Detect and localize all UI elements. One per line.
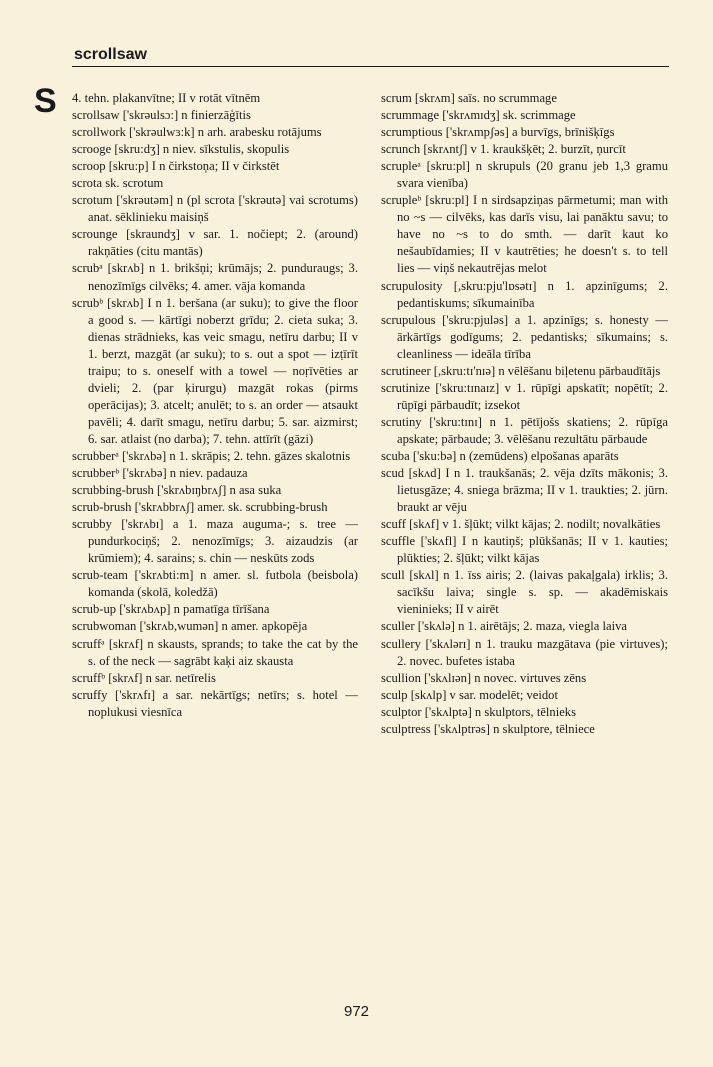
dictionary-entry: scullery ['skʌlərɪ] n 1. trauku mazgātava (pie virtuves); 2. novec. bufetes istaba (381, 636, 668, 668)
dictionary-entry: scrutineer [,skru:tɪ'nɪə] n vēlēšanu biļetenu pārbaudītājs (381, 363, 661, 378)
dictionary-entry: scrummage ['skrʌmɪdʒ] sk. scrimmage (381, 108, 576, 123)
dictionary-entry: scuffle ['skʌfl] I n kautiņš; plūkšanās; II v 1. kauties; plūkties; 2. šļūkt; vilkt kājas (381, 534, 668, 566)
dictionary-entry: scrutiny ['skru:tɪnɪ] n 1. pētījošs skatiens; 2. rūpīga apskate; pārbaude; 3. vēlēšanu rezultātu pārbaude (381, 414, 668, 446)
dictionary-entry: scrubby ['skrʌbɪ] a 1. maza auguma-; s. tree — pundurkociņš; 2. nenozīmīgs; 3. aizaudzis (ar krūmiem); 4. sarains; s. chin — neskūts zods (72, 517, 358, 566)
dictionary-entry: scull [skʌl] n 1. īss airis; 2. (laivas pakaļgala) irklis; 3. sacīkšu laiva; single s. sp. — akadēmiskais vieninieks; II v airēt (381, 568, 668, 617)
dictionary-entry: scrubberᵇ ['skrʌbə] n niev. padauza (72, 466, 248, 481)
dictionary-entry: scrum [skrʌm] saīs. no scrummage (381, 91, 557, 105)
header-rule (72, 66, 669, 67)
page-number: 972 (343, 1003, 370, 1020)
dictionary-entry: scrunch [skrʌntʃ] v 1. kraukšķēt; 2. burzīt, ņurcīt (381, 142, 626, 157)
dictionary-entry: sculler ['skʌlə] n 1. airētājs; 2. maza, viegla laiva (381, 619, 628, 634)
dictionary-entry: scrupleᵃ [skru:pl] n skrupuls (20 granu jeb 1,3 gramu svara vienība) (381, 159, 668, 191)
dictionary-entry: scrota sk. scrotum (72, 176, 164, 191)
dictionary-entry: sculptress ['skʌlptrəs] n skulptore, tēlniece (381, 721, 595, 736)
dictionary-entry: scrubberᵃ ['skrʌbə] n 1. skrāpis; 2. tehn. gāzes skalotnis (72, 448, 351, 463)
dictionary-entry: scrupleᵇ [skru:pl] I n sirdsapziņas pārmetumi; man with no ~s — cilvēks, kas darīs visu, lai panāktu savu; to have no ~s to do smth. — darīt kaut ko nešaubīdamies; II v kautrēties; he doesn't s. to tell lies — viņš nekautrējas melot (381, 193, 668, 276)
dictionary-entry: scrollsaw ['skrəulsɔ:] n finierzāģītis (72, 108, 251, 123)
dictionary-entry: scrupulous ['skru:pjuləs] a 1. apzinīgs; s. honesty — ārkārtīgs godīgums; 2. pedantisks; sīkumains; s. cleanliness — ideāla tīrība (381, 312, 668, 361)
dictionary-entry: scrubbing-brush ['skrʌbɪŋbrʌʃ] n asa suka (72, 483, 282, 498)
dictionary-entry: scrupulosity [,skru:pju'lɒsətɪ] n 1. apzinīgums; 2. pedantiskums; sīkumainība (381, 278, 668, 310)
running-head: scrollsaw (74, 46, 147, 63)
dictionary-entry: scuba ['sku:bə] n (zemūdens) elpošanas aparāts (381, 448, 619, 463)
dictionary-entry: scud [skʌd] I n 1. traukšanās; 2. vēja dzīts mākonis; 3. lietusgāze; 4. sniega brāzma; II v 1. traukties; 2. jūrn. braukt ar vēju (381, 466, 668, 515)
dictionary-entry: scrubᵃ [skrʌb] n 1. brikšņi; krūmājs; 2. punduraugs; 3. nenozīmīgs cilvēks; 4. amer. vāja komanda (72, 261, 358, 293)
dictionary-entry: sculptor ['skʌlptə] n skulptors, tēlnieks (381, 704, 577, 719)
dictionary-entry: scrumptious ['skrʌmpʃəs] a burvīgs, brīnišķīgs (381, 125, 615, 140)
section-letter: S (34, 82, 57, 120)
dictionary-entry: scrotum ['skrəutəm] n (pl scrota ['skrəutə] vai scrotums) anat. sēklinieku maisiņš (72, 193, 358, 225)
dictionary-entry: scrub-up ['skrʌbʌp] n pamatīga tīrīšana (72, 602, 270, 617)
dictionary-entry: scruffᵇ [skrʌf] n sar. netīrelis (72, 670, 216, 685)
dictionary-entry: sculp [skʌlp] v sar. modelēt; veidot (381, 687, 558, 702)
dictionary-entry: scrubᵇ [skrʌb] I n 1. beršana (ar suku); to give the floor a good s. — kārtīgi noberzt grīdu; 2. cieta suka; 3. dienas strādnieks, kas veic smagu, netīru darbu; II v 1. berzt, mazgāt (ar suku); to s. out a spot — izṭīrīt traipu; to s. oneself with a towel — noṛīvēties ar dvieli; 2. (par ķirurgu) mazgāt rokas (pirms operācijas); 3. atcelt; anulēt; to s. an order — atsaukt pavēli; 4. darīt smagu, netīru darbu; 5. sar. aizmirst; 6. sar. atlaist (no darba); 7. tehn. attīrīt (gāzi) (72, 295, 358, 446)
dictionary-entry: scrub-brush ['skrʌbbrʌʃ] amer. sk. scrubbing-brush (72, 500, 328, 515)
dictionary-entry: scrooge [skru:dʒ] n niev. sīkstulis, skopulis (72, 142, 290, 157)
dictionary-entry: scrounge [skraundʒ] v sar. 1. nočiept; 2. (around) rakņāties (citu mantās) (72, 227, 358, 259)
dictionary-entry: scroop [skru:p] I n čirkstoņa; II v čirkstēt (72, 159, 280, 174)
left-column (72, 90, 358, 721)
dictionary-entry: scrub-team ['skrʌbti:m] n amer. sl. futbola (beisbola) komanda (skolā, koledžā) (72, 568, 358, 600)
dictionary-entry: scullion ['skʌlɪən] n novec. virtuves zēns (381, 670, 587, 685)
dictionary-entry: scruffy ['skrʌfɪ] a sar. nekārtīgs; netīrs; s. hotel — noplukusi viesnīca (72, 687, 358, 719)
right-column (381, 90, 668, 738)
dictionary-entry: scruffᵃ [skrʌf] n skausts, sprands; to take the cat by the s. of the neck — sagrābt kaķi aiz skausta (72, 636, 358, 668)
dictionary-entry: scrutinize ['skru:tɪnaɪz] v 1. rūpīgi apskatīt; nopētīt; 2. rūpīgi pārbaudīt; izsekot (381, 380, 668, 412)
dictionary-entry: 4. tehn. plakanvītne; II v rotāt vītnēm (72, 91, 261, 105)
dictionary-entry: scrollwork ['skrəulwɜ:k] n arh. arabesku rotājums (72, 125, 322, 140)
dictionary-entry: scuff [skʌf] v 1. šļūkt; vilkt kājas; 2. nodilt; novalkāties (381, 517, 661, 532)
dictionary-entry: scrubwoman ['skrʌb,wumən] n amer. apkopēja (72, 619, 308, 634)
